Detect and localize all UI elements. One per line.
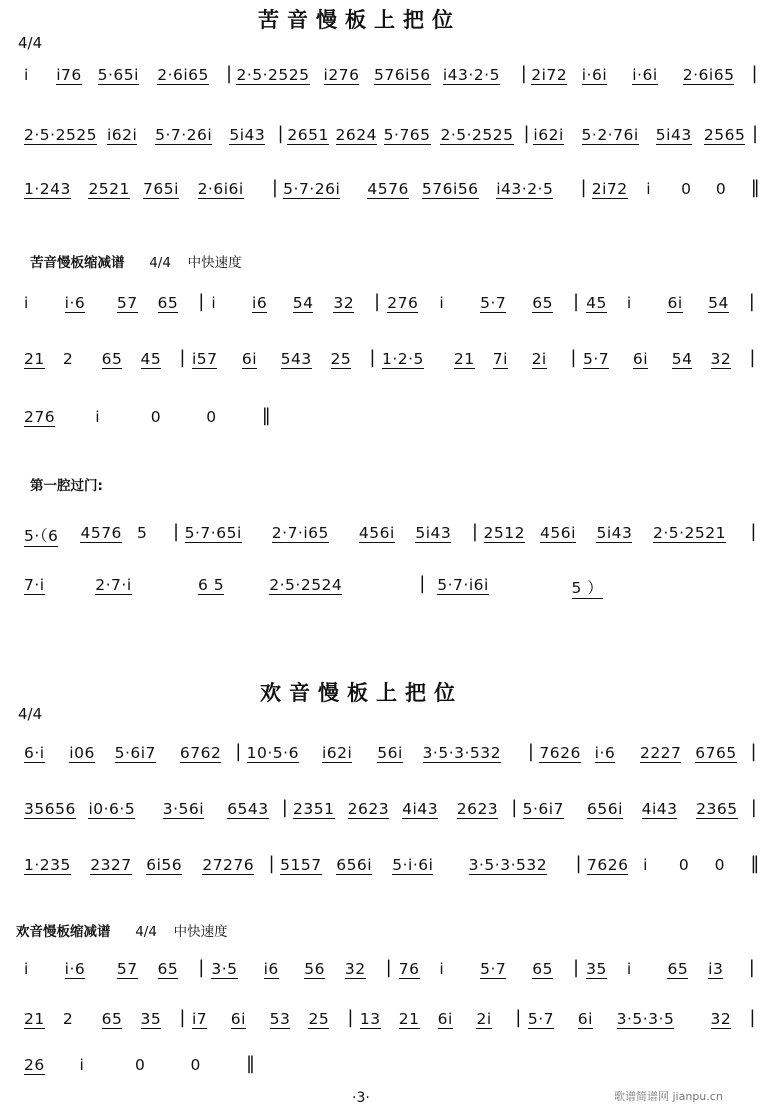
barline: ‖ [261, 405, 272, 426]
notation-group: 6762 [179, 744, 222, 762]
notation-group: 5i43 [415, 524, 452, 542]
notation-group: i [626, 960, 632, 978]
notation-group: 5·6i7 [114, 744, 156, 762]
notation-group: 5·7·26i [155, 126, 213, 144]
notation-group: 3·5·3·5 [616, 1010, 675, 1028]
notation-group: 5·7 [480, 960, 507, 978]
notation-group: 56 [304, 960, 325, 978]
notation-group: 45 [586, 294, 607, 312]
barline: ‖ [246, 1053, 256, 1074]
notation-group: 2227 [639, 744, 682, 762]
notation-group: 35656 [24, 800, 76, 818]
notation-group: 5·7 [480, 294, 507, 312]
section1-title: 苦音慢板上把位 [258, 8, 461, 32]
notation-group: 1·235 [24, 856, 71, 874]
section2-line-1 [16, 734, 758, 774]
section2-reduced-label: 欢音慢板缩减谱 [16, 924, 111, 940]
section1-line-1 [16, 56, 759, 96]
barline: ‖ [750, 177, 761, 198]
barline: | [511, 797, 518, 818]
notation-group: 6i [632, 350, 649, 368]
notation-group: i [439, 294, 445, 312]
barline: | [347, 1007, 354, 1028]
notation-group: 2·7·i [95, 576, 132, 594]
notation-group: 276 [387, 294, 419, 312]
notation-group: 32 [710, 1010, 732, 1028]
notation-group: 3·5·3·532 [468, 856, 548, 874]
section2-reduced-line-1 [16, 950, 754, 990]
notation-group: 65 [157, 294, 179, 312]
notation-group: 5·7·i6i [437, 576, 489, 594]
notation-group: 2565 [703, 126, 746, 144]
barline: | [523, 123, 531, 144]
barline: | [570, 347, 577, 368]
notation-group: 0 [715, 180, 727, 198]
notation-group: 5·65i [97, 66, 139, 84]
notation-group: i [24, 960, 29, 978]
notation-group: i76 [56, 66, 82, 84]
barline: | [419, 573, 426, 594]
notation-group: 6i [437, 1010, 453, 1028]
section2-reduced-line-2 [16, 1000, 754, 1040]
notation-group: 456i [358, 524, 395, 542]
barline: | [527, 741, 535, 762]
notation-group: i [643, 856, 648, 874]
notation-group: i06 [69, 744, 95, 762]
notation-group: 6i [667, 294, 683, 312]
section1-meter: 4/4 [18, 34, 43, 52]
barline: | [235, 741, 242, 762]
notation-group: 13 [359, 1010, 381, 1028]
barline: | [752, 123, 759, 144]
notation-group: i·6 [64, 294, 86, 312]
notation-group: 26 [24, 1056, 45, 1074]
barline: | [179, 347, 186, 368]
notation-group: i [95, 408, 101, 426]
notation-group: 25 [308, 1010, 330, 1028]
barline: | [198, 291, 205, 312]
notation-group: 0 [150, 408, 162, 426]
site-watermark: 歌谱简谱网 jianpu.cn [614, 1090, 723, 1103]
notation-group: 0 [681, 180, 692, 198]
notation-group: 765i [143, 180, 179, 198]
section2-line-3 [16, 846, 760, 886]
notation-group: 35 [586, 960, 607, 978]
notation-group: 543 [280, 350, 312, 368]
notation-group: 57 [116, 960, 138, 978]
notation-group: i [626, 294, 632, 312]
notation-group: 2·5·2525 [440, 126, 514, 144]
barline: ‖ [750, 853, 760, 874]
section1-reduced-heading [30, 251, 242, 271]
notation-group: 2623 [347, 800, 390, 818]
notation-group: 2365 [696, 800, 738, 818]
barline: | [520, 63, 528, 84]
notation-group: 32 [710, 350, 732, 368]
notation-group: 25 [330, 350, 352, 368]
section2-title: 欢音慢板上把位 [260, 681, 463, 705]
section2-reduced-tempo: 中快速度 [173, 924, 228, 940]
notation-group: 2651 [287, 126, 329, 144]
notation-group: i [24, 294, 29, 312]
notation-group: 4i43 [402, 800, 439, 818]
notation-group: 7i [492, 350, 508, 368]
notation-group: 2 [62, 1010, 74, 1028]
notation-group: 6i56 [146, 856, 183, 874]
notation-group: 5·765 [383, 126, 431, 144]
barline: | [575, 853, 583, 874]
section1-reduced-tempo: 中快速度 [187, 255, 242, 271]
notation-group: i57 [191, 350, 218, 368]
section1-reduced-line-3 [16, 398, 754, 438]
notation-group: 656i [336, 856, 373, 874]
section1-line-2 [16, 116, 759, 156]
barline: | [572, 291, 580, 312]
notation-group: 2i72 [531, 66, 568, 84]
notation-group: 2 [62, 350, 74, 368]
notation-group: i [24, 66, 29, 84]
section2-reduced-meter: 4/4 [135, 924, 157, 940]
notation-group: i7 [191, 1010, 208, 1028]
notation-group: 6i [230, 1010, 246, 1028]
notation-group: i6 [252, 294, 268, 312]
barline: | [580, 177, 588, 198]
notation-group: 32 [344, 960, 366, 978]
notation-group: 54 [292, 294, 314, 312]
notation-group: i62i [321, 744, 353, 762]
notation-group: 54 [708, 294, 729, 312]
notation-group: i [79, 1056, 85, 1074]
notation-group: 65 [101, 350, 123, 368]
notation-group: 2·5·2525 [236, 66, 310, 84]
notation-group: 3·5·3·532 [422, 744, 501, 762]
notation-group: 6543 [227, 800, 269, 818]
notation-group: i [646, 180, 652, 198]
notation-group: 65 [157, 960, 179, 978]
notation-group: 65 [667, 960, 689, 978]
notation-group: 54 [671, 350, 693, 368]
notation-group: 2351 [293, 800, 335, 818]
notation-group: i43·2·5 [442, 66, 500, 84]
notation-group: i3 [708, 960, 724, 978]
notation-group: i [211, 294, 217, 312]
notation-group: 2i [531, 350, 547, 368]
barline: | [277, 123, 285, 144]
notation-group: 65 [101, 1010, 123, 1028]
notation-group: 5 ） [572, 576, 604, 599]
barline: | [374, 291, 381, 312]
interlude-line-1 [16, 514, 757, 554]
barline: | [748, 957, 756, 978]
notation-group: 5·7·65i [184, 524, 242, 542]
notation-group: i62i [106, 126, 138, 144]
notation-group: 5i43 [229, 126, 266, 144]
notation-group: 0 [190, 1056, 201, 1074]
notation-group: 3·5 [211, 960, 238, 978]
notation-group: 3·56i [162, 800, 205, 818]
notation-group: 2624 [335, 126, 377, 144]
notation-group: 2·6i6i [197, 180, 244, 198]
notation-group: 5·7·26i [283, 180, 341, 198]
notation-group: 2·7·i65 [271, 524, 329, 542]
barline: | [750, 521, 757, 542]
section1-reduced-line-1 [16, 284, 754, 324]
notation-group: 7·i [24, 576, 45, 594]
barline: | [751, 63, 759, 84]
barline: | [281, 797, 289, 818]
notation-group: 6i [241, 350, 257, 368]
notation-group: 0 [714, 856, 725, 874]
notation-group: 76 [398, 960, 420, 978]
notation-group: 21 [398, 1010, 420, 1028]
page-number: ·3· [352, 1090, 370, 1106]
notation-group: i276 [323, 66, 360, 84]
notation-group: 65 [532, 294, 554, 312]
barline: | [385, 957, 393, 978]
notation-group: i·6 [64, 960, 86, 978]
notation-group: 65 [532, 960, 554, 978]
notation-group: 2521 [88, 180, 130, 198]
barline: | [271, 177, 279, 198]
barline: | [572, 957, 580, 978]
notation-group: 6765 [695, 744, 737, 762]
section1-reduced-line-2 [16, 340, 754, 380]
barline: | [369, 347, 376, 368]
notation-group: 4576 [367, 180, 409, 198]
notation-group: i6 [263, 960, 279, 978]
section2-reduced-heading [16, 920, 228, 940]
notation-group: 576i56 [374, 66, 431, 84]
notation-group: 656i [587, 800, 623, 818]
notation-group: 5·（6 [24, 524, 58, 547]
notation-group: 2512 [483, 524, 525, 542]
notation-group: 2623 [456, 800, 499, 818]
notation-group: 2·6i65 [682, 66, 735, 84]
notation-group: 6i [577, 1010, 593, 1028]
notation-group: 1·2·5 [381, 350, 424, 368]
section2-line-2 [16, 790, 758, 830]
barline: | [749, 1007, 756, 1028]
notation-group: 5 [136, 524, 148, 542]
notation-group: 32 [333, 294, 355, 312]
notation-group: 276 [24, 408, 56, 426]
barline: | [179, 1007, 186, 1028]
notation-group: 2327 [90, 856, 132, 874]
notation-group: 5157 [280, 856, 322, 874]
barline: | [198, 957, 205, 978]
notation-group: 0 [206, 408, 217, 426]
notation-group: 21 [24, 1010, 45, 1028]
notation-group: 2·6i65 [157, 66, 209, 84]
notation-group: 21 [453, 350, 475, 368]
notation-group: i·6i [632, 66, 658, 84]
section2-meter: 4/4 [18, 705, 43, 723]
section2-reduced-line-3 [16, 1046, 754, 1086]
notation-group: 5·6i7 [522, 800, 564, 818]
notation-group: 45 [140, 350, 162, 368]
notation-group: 7626 [539, 744, 581, 762]
notation-group: i [439, 960, 445, 978]
notation-group: 7626 [587, 856, 629, 874]
notation-group: 2·5·2521 [652, 524, 726, 542]
section1-line-3 [16, 170, 761, 210]
notation-group: 5·7 [583, 350, 610, 368]
notation-group: 5·2·76i [581, 126, 639, 144]
notation-group: i0·6·5 [88, 800, 136, 818]
notation-group: 2i72 [591, 180, 628, 198]
section1-reduced-label: 苦音慢板缩减谱 [30, 255, 125, 271]
notation-group: 1·243 [24, 180, 71, 198]
notation-group: 5·7 [527, 1010, 555, 1028]
barline: | [749, 347, 756, 368]
notation-group: 57 [116, 294, 138, 312]
notation-group: 456i [540, 524, 576, 542]
notation-group: 2·5·2524 [269, 576, 343, 594]
notation-group: 5·i·6i [392, 856, 434, 874]
barline: | [471, 521, 479, 542]
notation-group: 6·i [24, 744, 45, 762]
notation-group: 6 5 [198, 576, 225, 594]
barline: | [750, 741, 758, 762]
barline: | [226, 63, 233, 84]
notation-group: 56i [377, 744, 403, 762]
notation-group: 4576 [80, 524, 122, 542]
barline: | [172, 521, 180, 542]
notation-group: 0 [135, 1056, 146, 1074]
interlude-line-2 [16, 566, 754, 606]
notation-group: 2i [476, 1010, 492, 1028]
notation-group: 4i43 [641, 800, 678, 818]
notation-group: 0 [678, 856, 690, 874]
notation-group: 2·5·2525 [24, 126, 98, 144]
notation-group: i·6i [581, 66, 608, 84]
notation-group: 5i43 [596, 524, 633, 542]
notation-group: 5i43 [655, 126, 692, 144]
barline: | [748, 291, 756, 312]
barline: | [750, 797, 758, 818]
notation-group: 53 [269, 1010, 291, 1028]
barline: | [515, 1007, 522, 1028]
notation-group: 27276 [202, 856, 255, 874]
notation-group: i43·2·5 [496, 180, 554, 198]
notation-group: 576i56 [421, 180, 479, 198]
barline: | [268, 853, 276, 874]
notation-group: 10·5·6 [246, 744, 299, 762]
notation-group: 21 [24, 350, 45, 368]
notation-group: i·6 [594, 744, 616, 762]
notation-group: 35 [140, 1010, 162, 1028]
section1-reduced-meter: 4/4 [149, 255, 171, 271]
interlude-label: 第一腔过门: [30, 478, 103, 494]
notation-group: i62i [533, 126, 564, 144]
